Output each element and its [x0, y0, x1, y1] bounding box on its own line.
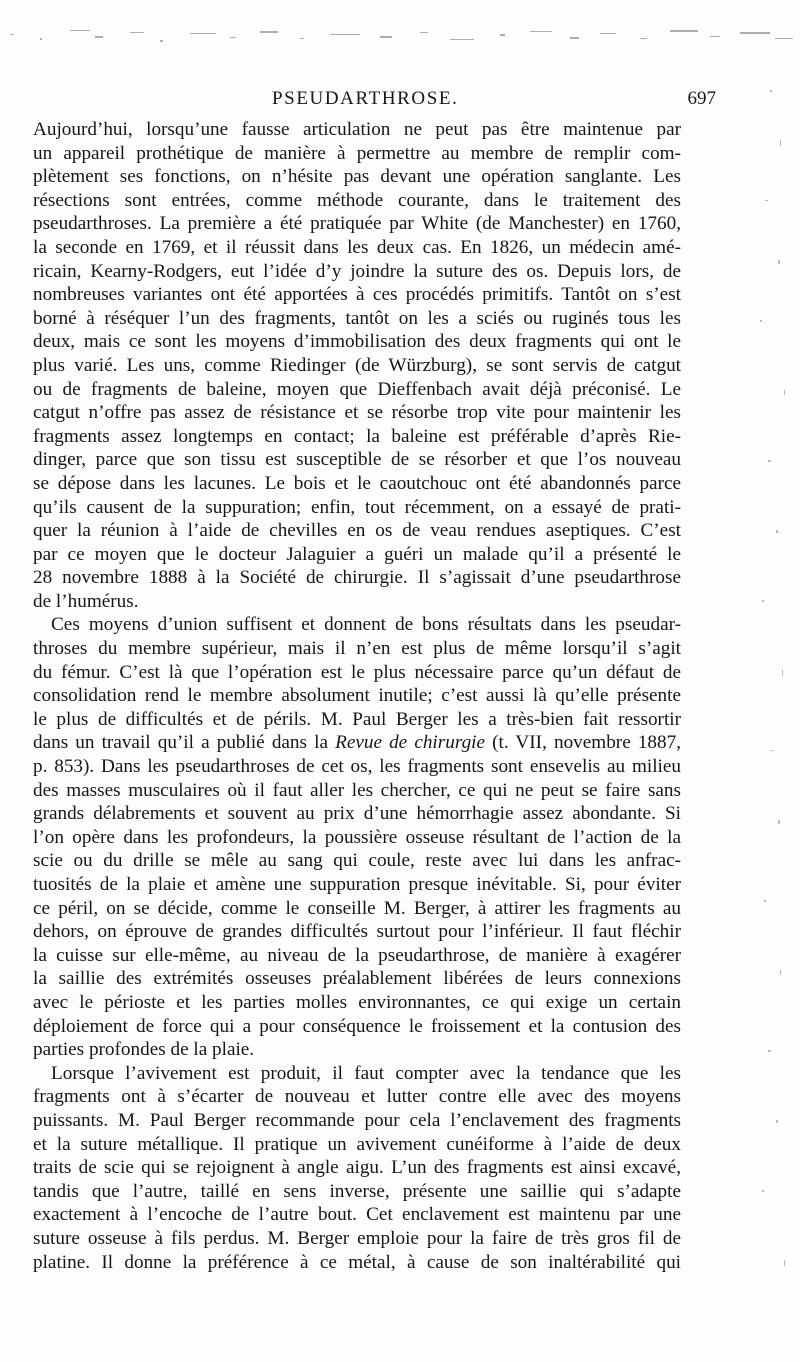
text-line: plus varié. Les uns, comme Riedinger (de Würzburg), se sont servis de catgut: [33, 354, 681, 376]
text-line: ricain, Kearny-Rodgers, eut l’idée d’y joindre la suture des os. Depuis lors, de: [33, 260, 681, 282]
text-line: consolidation rend le membre absolument inutile; c’est aussi là qu’elle présente: [33, 685, 681, 707]
text-line: Aujourd’hui, lorsqu’une fausse articulation ne peut pas être maintenue par: [33, 119, 681, 140]
text-line: la seconde en 1769, et il réussit dans les deux cas. En 1826, un médecin amé-: [33, 236, 681, 258]
text-line: l’on opère dans les profondeurs, la poussière osseuse résultant de l’action de la: [33, 826, 681, 848]
text-line: résections sont entrées, comme méthode courante, dans le traitement des: [33, 189, 681, 211]
body-text: [33, 118, 681, 1274]
text-line: platine. Il donne la préférence à ce métal, à cause de son inaltérabilité qui: [33, 1251, 681, 1273]
text-line: déploiement de force qui a pour conséquence le froissement et la contusion des: [33, 1015, 681, 1037]
text-line-with-citation: [33, 731, 681, 755]
text-line: 28 novembre 1888 à la Société de chirurgie. Il s’agissait d’une pseudarthrose: [33, 567, 681, 589]
text-line: ce péril, on se décide, comme le conseille M. Berger, à attirer les fragments au: [33, 897, 681, 919]
text-line: fragments ont à s’écarter de nouveau et lutter contre elle avec des moyens: [33, 1086, 681, 1108]
paragraph-start-line: Ces moyens d’union suffisent et donnent de bons résultats dans les pseudar-: [51, 614, 681, 636]
text-line: dinger, parce que son tissu est susceptible de se résorber et que l’os nouveau: [33, 449, 681, 471]
text-line: traits de scie qui se rejoignent à angle aigu. L’un des fragments est ainsi excavé,: [33, 1157, 681, 1179]
text-line: qu’ils causent de la suppuration; enfin, tout récemment, on a essayé de prati-: [33, 496, 681, 518]
paragraph-start-line: Lorsque l’avivement est produit, il faut compter avec la tendance que les: [51, 1062, 681, 1084]
text-line: suture osseuse à fils perdus. M. Berger emploie pour la faire de très gros fil de: [33, 1227, 681, 1249]
text-line: du fémur. C’est là que l’opération est le plus nécessaire parce qu’un défaut de: [33, 661, 681, 683]
text-line: tandis que l’autre, taillé en sens inverse, présente une saillie qui s’adapte: [33, 1180, 681, 1202]
text-line: de l’humérus.: [33, 590, 139, 612]
text-line: un appareil prothétique de manière à permettre au membre de remplir com-: [33, 142, 681, 164]
text-line: puissants. M. Paul Berger recommande pour cela l’enclavement des fragments: [33, 1109, 681, 1131]
text-line: et la suture métallique. Il pratique un avivement cunéiforme à l’aide de deux: [33, 1133, 681, 1155]
text-line: borné à réséquer l’un des fragments, tantôt on les a sciés ou ruginés tous les: [33, 307, 681, 329]
page-number: 697: [687, 88, 716, 109]
text-line: deux, mais ce sont les moyens d’immobilisation des deux fragments qui ont le: [33, 331, 681, 353]
text-line: avec le périoste et les parties molles environnantes, ce qui exige un certain: [33, 991, 681, 1013]
scan-noise-right: [740, 60, 800, 1360]
running-head: [36, 88, 716, 112]
text-line: dehors, on éprouve de grandes difficultés surtout pour l’inférieur. Il faut fléchir: [33, 921, 681, 943]
text-line: catgut n’offre pas assez de résistance et se résorbe trop vite pour maintenir les: [33, 402, 681, 424]
text-line: quer la réunion à l’aide de chevilles en os de veau rendues aseptiques. C’est: [33, 520, 681, 542]
text-line: plètement ses fonctions, on n’hésite pas devant une opération sanglante. Les: [33, 166, 681, 188]
running-title: PSEUDARTHROSE.: [272, 88, 459, 109]
text-line: nombreuses variantes ont été apportées à ces procédés primitifs. Tantôt on s’est: [33, 284, 681, 306]
text-line: la cuisse sur elle-même, au niveau de la pseudarthrose, de manière à exagérer: [33, 944, 681, 966]
text-line: des masses musculaires où il faut aller les chercher, ce qui ne peut se faire sans: [33, 779, 681, 801]
text-line: la saillie des extrémités osseuses préalablement libérées de leurs connexions: [33, 968, 681, 990]
text-line: p. 853). Dans les pseudarthroses de cet os, les fragments sont ensevelis au milieu: [33, 756, 681, 778]
text-line: le plus de difficultés et de périls. M. Paul Berger les a très-bien fait ressortir: [33, 708, 681, 730]
citation-tail: (t. VII, novembre 1887,: [485, 732, 682, 754]
text-line: scie ou du drille se mêle au sang qui coule, reste avec lui dans les anfrac-: [33, 850, 681, 872]
text-line: grands délabrements et souvent au prix d’une hémorrhagie assez abondante. Si: [33, 803, 681, 825]
text-line: throses du membre supérieur, mais il n’en est plus de même lorsqu’il s’agit: [33, 638, 681, 660]
text-line: tuosités de la plaie et amène une suppuration presque inévitable. Si, pour éviter: [33, 874, 681, 895]
text-line: exactement à l’encoche de l’autre bout. Cet enclavement est maintenu par une: [33, 1204, 681, 1226]
text-line: ou de fragments de baleine, moyen que Dieffenbach avait déjà préconisé. Le: [33, 378, 681, 400]
text-line: par ce moyen que le docteur Jalaguier a guéri un malade qu’il a présenté le: [33, 543, 681, 565]
journal-title: Revue de chirurgie: [335, 732, 486, 754]
citation-lead: dans un travail qu’il a publié dans la: [33, 732, 336, 754]
text-line: se dépose dans les lacunes. Le bois et le caoutchouc ont été abandonnés parce: [33, 472, 681, 494]
text-line: fragments assez longtemps en contact; la baleine est préférable d’après Rie-: [33, 425, 681, 447]
text-line: pseudarthroses. La première a été pratiquée par White (de Manchester) en 1760,: [33, 213, 681, 235]
text-line: parties profondes de la plaie.: [33, 1039, 255, 1061]
scan-noise-top: [0, 0, 800, 60]
